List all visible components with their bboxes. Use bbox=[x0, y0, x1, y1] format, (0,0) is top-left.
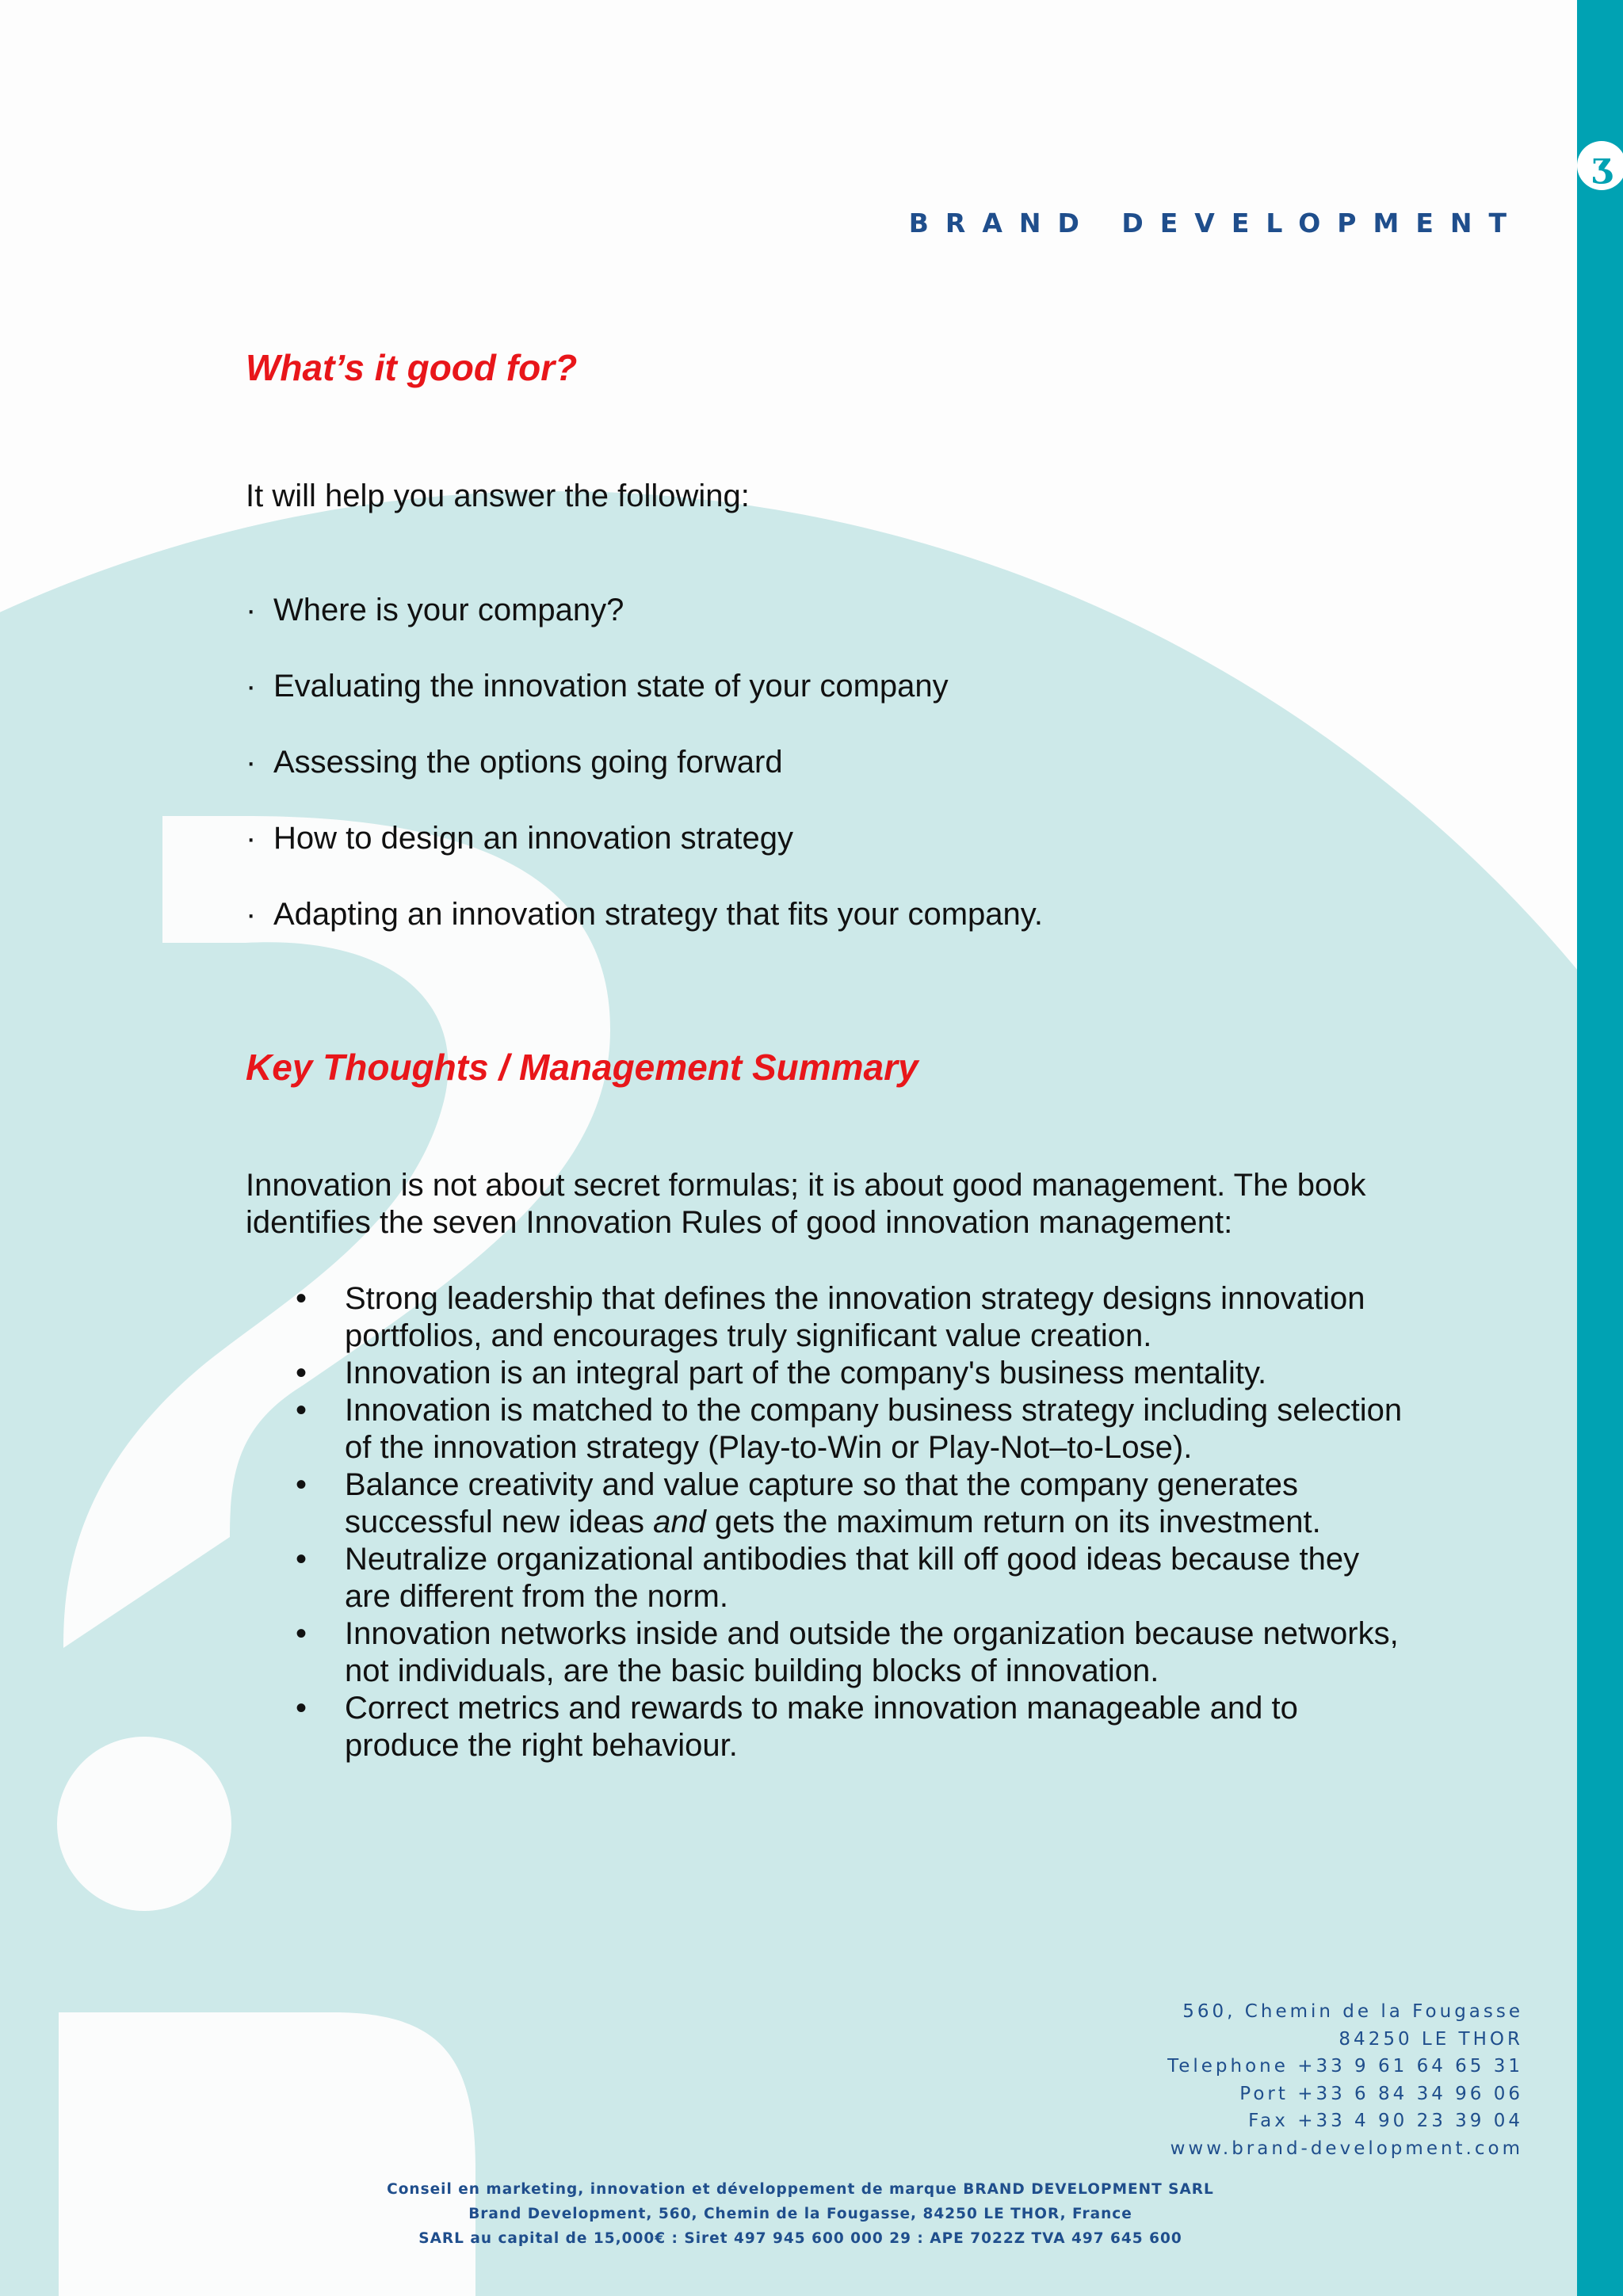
rule-text: Innovation is matched to the company business strategy including selection of the innovation strategy (Play-to-Win or Play-Not–to-Lose). bbox=[345, 1393, 1403, 1465]
bullet-dot: · bbox=[246, 745, 257, 780]
list-item bbox=[296, 1690, 1407, 1764]
port-number: Port +33 6 84 34 96 06 bbox=[1239, 2083, 1523, 2104]
list-item-text: Where is your company? bbox=[273, 593, 624, 627]
rule-text-before: Balance creativity and value capture so that the company generates successful new ideas bbox=[345, 1467, 1298, 1539]
bullet-dot: · bbox=[246, 897, 257, 932]
bullet-dot: · bbox=[246, 669, 257, 704]
bullet-disc: • bbox=[296, 1356, 307, 1390]
bullet-disc: • bbox=[296, 1691, 307, 1726]
address-line: 84250 LE THOR bbox=[1338, 2028, 1523, 2050]
section-intro-answer: It will help you answer the following: bbox=[246, 479, 750, 513]
bullet-disc: • bbox=[296, 1467, 307, 1502]
list-item-text: Evaluating the innovation state of your company bbox=[273, 669, 949, 704]
section-heading-key-thoughts: Key Thoughts / Management Summary bbox=[246, 1047, 918, 1088]
address-line: 560, Chemin de la Fougasse bbox=[1182, 2001, 1523, 2022]
list-item bbox=[296, 1466, 1407, 1541]
section-intro-summary: Innovation is not about secret formulas; it is about good management. The book identifies the seven Innovation Rules of good innovation management: bbox=[246, 1168, 1366, 1240]
rule-text: Innovation is an integral part of the company's business mentality. bbox=[345, 1356, 1267, 1390]
rule-text: Strong leadership that defines the innovation strategy designs innovation portfolios, and encourages truly significant value creation. bbox=[345, 1281, 1365, 1353]
fax-number: Fax +33 4 90 23 39 04 bbox=[1248, 2111, 1523, 2131]
bullet-dot: · bbox=[246, 593, 257, 627]
rule-text-after: gets the maximum return on its investment. bbox=[705, 1505, 1321, 1539]
website-link[interactable]: www.brand-development.com bbox=[1170, 2138, 1523, 2159]
list-item-text: Adapting an innovation strategy that fits your company. bbox=[273, 897, 1043, 932]
list-item bbox=[296, 1392, 1407, 1466]
list-item bbox=[246, 891, 1043, 967]
brand-b-logo-icon: ʒ bbox=[1577, 141, 1623, 190]
brand-wordmark: BRAND DEVELOPMENT bbox=[908, 208, 1523, 238]
telephone-number: Telephone +33 9 61 64 65 31 bbox=[1167, 2056, 1523, 2077]
rule-text: Innovation networks inside and outside the organization because networks, not individuals, are the basic building blocks of innovation. bbox=[345, 1616, 1399, 1688]
list-item bbox=[246, 814, 1043, 891]
list-item bbox=[296, 1280, 1407, 1355]
list-item-text: Assessing the options going forward bbox=[273, 745, 783, 780]
bullet-disc: • bbox=[296, 1393, 307, 1428]
rule-text: Correct metrics and rewards to make innovation manageable and to produce the right behaviour. bbox=[345, 1691, 1298, 1763]
watermark-dot bbox=[57, 1737, 231, 1911]
bullet-disc: • bbox=[296, 1281, 307, 1316]
list-item bbox=[296, 1541, 1407, 1615]
innovation-rules-list bbox=[296, 1280, 1407, 1764]
accent-sidebar bbox=[1577, 0, 1623, 2296]
rule-text-emphasis: and bbox=[653, 1505, 706, 1539]
section-heading-good-for: What’s it good for? bbox=[246, 347, 578, 388]
legal-line: Conseil en marketing, innovation et développement de marque BRAND DEVELOPMENT SARL bbox=[387, 2181, 1214, 2198]
list-item bbox=[246, 662, 1043, 738]
rule-text: Neutralize organizational antibodies that kill off good ideas because they are different from the norm. bbox=[345, 1542, 1360, 1614]
list-item-text: How to design an innovation strategy bbox=[273, 821, 793, 856]
list-item bbox=[246, 586, 1043, 662]
legal-footer bbox=[0, 2177, 1601, 2251]
legal-line: Brand Development, 560, Chemin de la Fougasse, 84250 LE THOR, France bbox=[468, 2206, 1132, 2222]
watermark-b-lower-arc bbox=[59, 2012, 475, 2296]
list-item bbox=[246, 738, 1043, 814]
list-item bbox=[296, 1355, 1407, 1392]
question-list bbox=[246, 586, 1043, 967]
legal-line: SARL au capital de 15,000€ : Siret 497 945 600 000 29 : APE 7022Z TVA 497 645 600 bbox=[418, 2230, 1182, 2247]
bullet-dot: · bbox=[246, 821, 257, 856]
list-item bbox=[296, 1615, 1407, 1690]
bullet-disc: • bbox=[296, 1616, 307, 1651]
contact-block bbox=[1167, 1998, 1523, 2162]
bullet-disc: • bbox=[296, 1542, 307, 1577]
